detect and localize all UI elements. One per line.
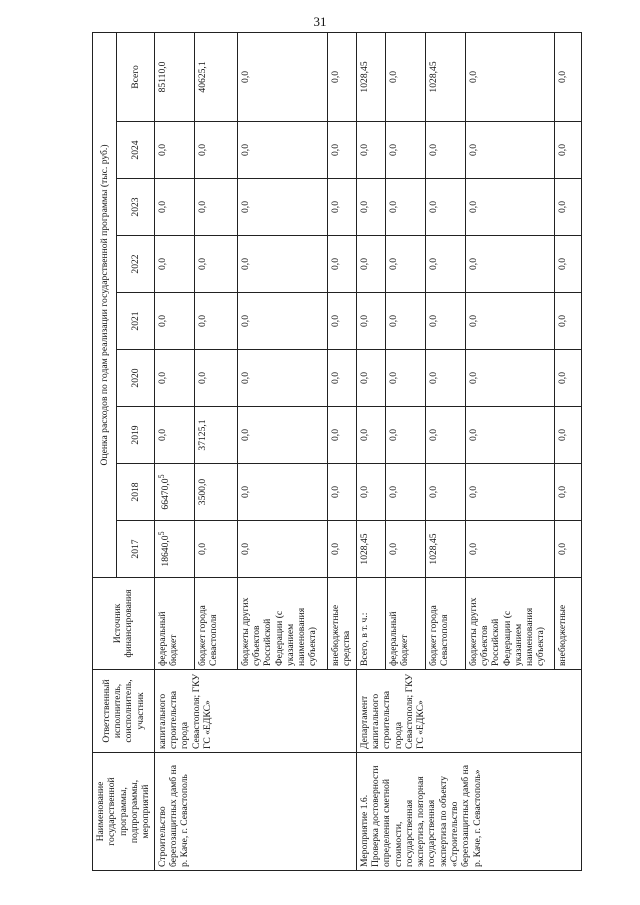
executor-cell: Департамент капитального строительства города Севастополя; ГКУ ГС «ЕДКС»: [356, 670, 581, 753]
value-cell: 0,0: [154, 293, 194, 350]
value-cell: 0,0: [554, 236, 581, 293]
value-cell: 0,0: [237, 293, 327, 350]
value-cell: 0,0: [385, 464, 425, 521]
total-cell: 1028,45: [356, 32, 385, 121]
value-cell: 0,0: [327, 179, 356, 236]
value-cell: 0,0: [327, 122, 356, 179]
year-header: 2018: [116, 464, 154, 521]
value-cell: 0,0: [385, 521, 425, 578]
value-cell: 0,0: [554, 179, 581, 236]
value-cell: 0,0: [425, 407, 465, 464]
total-cell: 0,0: [385, 32, 425, 121]
value-cell: 0,0: [194, 122, 237, 179]
rotated-table-container: [92, 33, 568, 871]
value-cell: 1028,45: [425, 521, 465, 578]
value-cell: 0,0: [356, 464, 385, 521]
value-cell: 0,0: [237, 236, 327, 293]
value-cell: 18640,0$^5$: [154, 521, 194, 578]
value-cell: 0,0: [356, 407, 385, 464]
value-cell: 0,0: [327, 236, 356, 293]
value-cell: 0,0: [194, 521, 237, 578]
value-cell: 0,0: [465, 350, 554, 407]
value-cell: 0,0: [465, 521, 554, 578]
total-cell: 1028,45: [425, 32, 465, 121]
value-cell: 0,0: [554, 350, 581, 407]
value-cell: 0,0: [194, 179, 237, 236]
value-cell: 0,0: [154, 236, 194, 293]
value-cell: 0,0: [425, 293, 465, 350]
value-cell: 0,0: [356, 350, 385, 407]
value-cell: 0,0: [385, 350, 425, 407]
col-header-source: Источник финансирования: [93, 578, 155, 670]
total-cell: 0,0: [237, 32, 327, 121]
total-cell: 0,0: [327, 32, 356, 121]
value-cell: 0,0: [327, 464, 356, 521]
value-cell: 0,0: [237, 464, 327, 521]
value-cell: 0,0: [425, 350, 465, 407]
col-header-estimate: Оценка расходов по годам реализации государственной программы (тыс. руб.): [93, 32, 117, 577]
value-cell: 0,0: [385, 407, 425, 464]
executor-cell: капитального строительства города Севастополя; ГКУ ГС «ЕДКС»: [154, 670, 356, 753]
value-cell: 0,0: [465, 464, 554, 521]
value-cell: 0,0: [554, 407, 581, 464]
year-header: 2019: [116, 407, 154, 464]
total-cell: 0,0: [554, 32, 581, 121]
value-cell: 1028,45: [356, 521, 385, 578]
value-cell: 0,0: [237, 407, 327, 464]
value-cell: 0,0: [194, 236, 237, 293]
value-cell: 0,0: [425, 179, 465, 236]
value-cell: 0,0: [554, 464, 581, 521]
col-header-name: Наименование государственной программы, подпрограммы, мероприятий: [93, 753, 155, 871]
value-cell: 0,0: [385, 122, 425, 179]
expenditure-table: [92, 32, 582, 871]
year-header: 2021: [116, 293, 154, 350]
value-cell: 0,0: [554, 293, 581, 350]
value-cell: 0,0: [356, 293, 385, 350]
source-cell: бюджеты других субъектов Российской Федерации (с указанием наименования субъекта): [465, 578, 554, 670]
source-cell: бюджет города Севастополя: [194, 578, 237, 670]
value-cell: 0,0: [385, 236, 425, 293]
value-cell: 0,0: [237, 122, 327, 179]
value-cell: 0,0: [554, 521, 581, 578]
year-header: 2022: [116, 236, 154, 293]
value-cell: 66470,0$^5$: [154, 464, 194, 521]
footnote-mark: 5: [156, 531, 166, 536]
value-cell: 0,0: [154, 350, 194, 407]
page-number: 31: [313, 14, 327, 29]
value-cell: 0,0: [465, 122, 554, 179]
value-cell: 0,0: [237, 521, 327, 578]
value-cell: 0,0: [194, 293, 237, 350]
source-cell: федеральный бюджет: [154, 578, 194, 670]
total-cell: 0,0: [465, 32, 554, 121]
value-cell: 0,0: [327, 350, 356, 407]
value-cell: 0,0: [465, 407, 554, 464]
source-cell: внебюджетные: [554, 578, 581, 670]
value-cell: 0,0: [194, 350, 237, 407]
source-cell: бюджет города Севастополя: [425, 578, 465, 670]
total-header: Всего: [116, 32, 154, 121]
total-cell: 40625,1: [194, 32, 237, 121]
year-header: 2023: [116, 179, 154, 236]
year-header: 2017: [116, 521, 154, 578]
value-cell: 0,0: [154, 122, 194, 179]
value-cell: 0,0: [465, 293, 554, 350]
program-name-cell: Мероприятие 1.6. Проверка достоверности определения сметной стоимости, государственная экспертиза, повторная государственная экспертиза по объекту «Строительство берегозащитных дамб на р. Каче, г. Севастополь»: [356, 753, 581, 871]
value-cell: 0,0: [465, 236, 554, 293]
value-cell: 0,0: [356, 122, 385, 179]
value-cell: 0,0: [465, 179, 554, 236]
table-row: [154, 32, 194, 870]
value-cell: 0,0: [425, 464, 465, 521]
table-row: [356, 32, 385, 870]
program-name-cell: Строительство берегозащитных дамб на р. Каче, г. Севастополь: [154, 753, 356, 871]
source-cell: внебюджетные средства: [327, 578, 356, 670]
value-cell: 0,0: [154, 407, 194, 464]
value-cell: 0,0: [356, 236, 385, 293]
value-cell: 0,0: [385, 179, 425, 236]
footnote-mark: 5: [156, 474, 166, 479]
value-cell: 0,0: [327, 521, 356, 578]
source-cell: Всего, в т. ч.:: [356, 578, 385, 670]
year-header: 2020: [116, 350, 154, 407]
value-cell: 37125,1: [194, 407, 237, 464]
value-cell: 0,0: [154, 179, 194, 236]
value-cell: 0,0: [237, 350, 327, 407]
value-cell: 0,0: [425, 122, 465, 179]
value-cell: 0,0: [554, 122, 581, 179]
value-cell: 0,0: [425, 236, 465, 293]
value-cell: 0,0: [237, 179, 327, 236]
source-cell: бюджеты других субъектов Российской Федерации (с указанием наименования субъекта): [237, 578, 327, 670]
source-cell: федеральный бюджет: [385, 578, 425, 670]
value-cell: 3500,0: [194, 464, 237, 521]
col-header-executor: Ответственный исполнитель, соисполнитель, участник: [93, 670, 155, 753]
value-cell: 0,0: [356, 179, 385, 236]
total-cell: 85110,0: [154, 32, 194, 121]
value-cell: 0,0: [385, 293, 425, 350]
value-cell: 0,0: [327, 293, 356, 350]
value-cell: 0,0: [327, 407, 356, 464]
year-header: 2024: [116, 122, 154, 179]
